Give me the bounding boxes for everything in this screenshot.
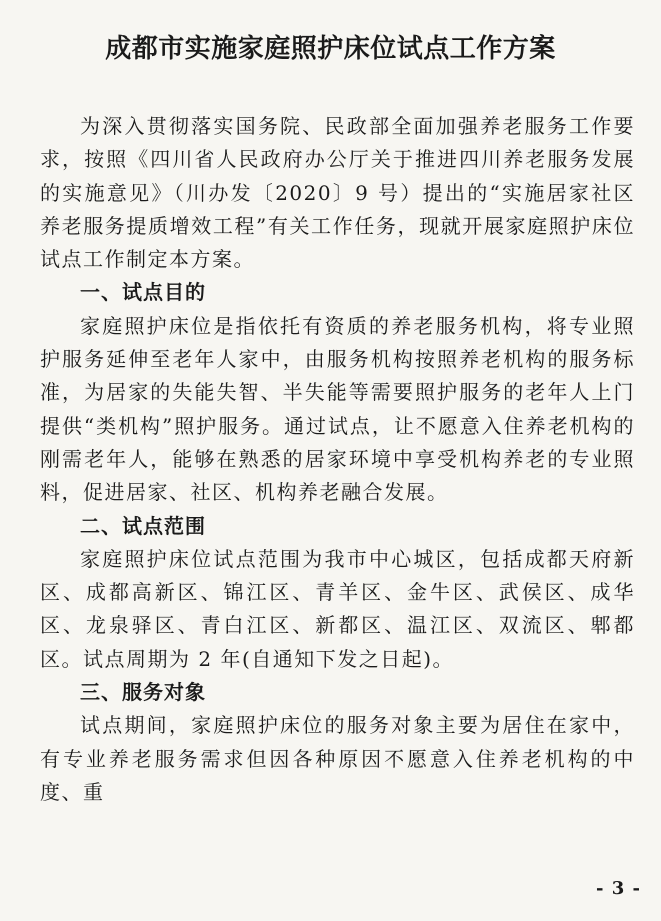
document-body [40, 110, 635, 809]
section-text-purpose: 家庭照护床位是指依托有资质的养老服务机构，将专业照护服务延伸至老年人家中，由服务机构按照养老机构的服务标准，为居家的失能失智、半失能等需要照护服务的老年人上门提供“类机构”照护服务。通过试点，让不愿意入住养老机构的刚需老年人，能够在熟悉的居家环境中享受机构养老的专业照料，促进居家、社区、机构养老融合发展。 [40, 313, 635, 505]
intro-paragraph: 为深入贯彻落实国务院、民政部全面加强养老服务工作要求，按照《四川省人民政府办公厅关于推进四川养老服务发展的实施意见》（川办发〔2020〕9 号）提出的“实施居家社区养老服务提质增效工程”有关工作任务，现就开展家庭照护床位试点工作制定本方案。 [40, 114, 635, 272]
section-text-target: 试点期间，家庭照护床位的服务对象主要为居住在家中，有专业养老服务需求但因各种原因不愿意入住养老机构的中度、重 [40, 713, 635, 804]
document-title: 成都市实施家庭照护床位试点工作方案 [105, 34, 556, 64]
section-text-scope: 家庭照护床位试点范围为我市中心城区，包括成都天府新区、成都高新区、锦江区、青羊区、金牛区、武侯区、成华区、龙泉驿区、青白江区、新都区、温江区、双流区、郫都区。试点周期为 2 年(自通知下发之日起)。 [40, 546, 635, 671]
section-heading-scope: 二、试点范围 [80, 513, 206, 538]
section-heading-purpose: 一、试点目的 [80, 280, 206, 305]
section-heading-target: 三、服务对象 [80, 680, 206, 705]
page-number: - 3 - [596, 878, 641, 899]
